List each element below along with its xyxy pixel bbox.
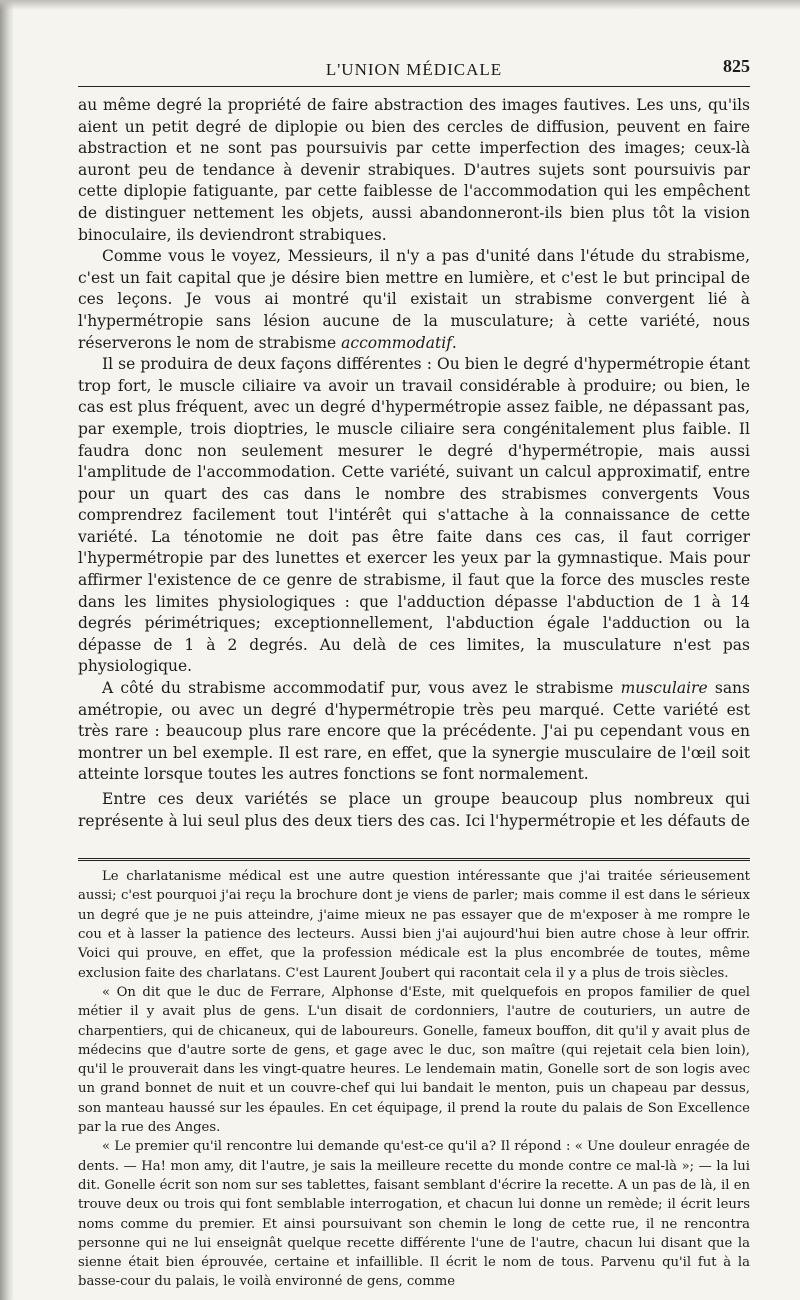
paragraph-2-text: Comme vous le voyez, Messieurs, il n'y a pas d'unité dans l'étude du strabisme, c'est un fait capital que je désire bien mettre en lumière, et c'est le but principal de ces leçons. Je vous ai montré qu'il existait un strabisme convergent lié à l'hypermétropie sans lésion aucune de la musculature; à cette variété, nous réserverons le nom de strabisme bbox=[78, 247, 750, 352]
paragraph-4 bbox=[78, 678, 750, 786]
paragraph-1: au même degré la propriété de faire abstraction des images fautives. Les uns, qu'ils aient un petit degré de diplopie ou bien des cercles de diffusion, peuvent en faire abstraction et ne sont pas poursuivis par cette imperfection des images; ceux-là auront peu de tendance à devenir strabiques. D'autres sujets sont poursuivis par cette diplopie fatiguante, par cette faiblesse de l'accommodation qui les empêchent de distinguer nettement les objets, aussi abandonneront-ils bien plus tôt la vision binoculaire, ils deviendront strabiques. bbox=[78, 96, 750, 244]
running-header bbox=[78, 52, 750, 82]
page-number: 825 bbox=[723, 56, 750, 76]
feuilleton-paragraph-3: « Le premier qu'il rencontre lui demande qu'est-ce qu'il a? Il répond : « Une douleur enragée de dents. — Ha! mon amy, dit l'autre, je sais la meilleure recette du monde contre ce mal-là »; — la lui dit. Gonelle écrit son nom sur ses tablettes, faisant semblant d'écrire la recette. A un pas de là, il en trouve deux ou trois qui font semblable interrogation, et chacun lui donne un remède; il écrit leurs noms comme du premier. Et ainsi poursuivant son chemin le long de cette rue, il ne rencontra personne qui ne lui enseignât quelque recette différente l'une de l'autre, chacun lui disant que la sienne était bien éprouvée, certaine et infaillible. Il écrit le nom de tous. Parvenu qu'il fut à la basse-cour du palais, le voilà environné de gens, comme bbox=[78, 1139, 750, 1290]
main-article-text bbox=[78, 95, 750, 832]
term-musculaire: musculaire bbox=[620, 679, 708, 698]
journal-title: L'UNION MÉDICALE bbox=[325, 60, 503, 79]
term-accommodatif: accommodatif bbox=[341, 333, 452, 352]
paragraph-4-end: sans amétropie, ou avec un degré d'hypermétropie très peu marqué. Cette variété est très rare : beaucoup plus rare encore que la précédente. J'ai pu cependant vous en montrer un bel exemple. Il est rare, en effet, que la synergie musculaire de l'œil soit atteinte lorsque toutes les autres fonctions se font normalement. bbox=[78, 679, 750, 784]
paragraph-4-text: A côté du strabisme accommodatif pur, vous avez le strabisme bbox=[102, 679, 621, 698]
paragraph-2-end: . bbox=[451, 333, 457, 352]
journal-page bbox=[78, 52, 750, 1292]
paragraph-5: Entre ces deux variétés se place un groupe beaucoup plus nombreux qui représente à lui seul plus des deux tiers des cas. Ici l'hypermétropie et les défauts de bbox=[78, 790, 750, 830]
feuilleton-section bbox=[78, 848, 750, 1292]
scan-shadow-left bbox=[0, 0, 14, 1300]
feuilleton-paragraph-2: « On dit que le duc de Ferrare, Alphonse d'Este, mit quelquefois en propos familier de quel métier il y avait plus de gens. L'un disait de cordonniers, l'autre de couturiers, un autre de charpentiers, qui de chicaneux, qui de laboureurs. Gonelle, fameux bouffon, dit qu'il y avait plus de médecins que d'autre sorte de gens, et gage avec le duc, son maître (qui rejetait cela bien loin), qu'il le prouverait dans les vingt-quatre heures. Le lendemain matin, Gonelle sort de son logis avec un grand bonnet de nuit et un couvre-chef qui lui bandait le menton, puis un chapeau par dessus, son manteau haussé sur les épaules. En cet équipage, il prend la route du palais de Son Excellence par la rue des Anges. bbox=[78, 984, 750, 1136]
scan-shadow-top bbox=[0, 0, 800, 10]
header-rule bbox=[78, 86, 750, 87]
feuilleton-rule bbox=[78, 858, 750, 861]
feuilleton-paragraph-1: Le charlatanisme médical est une autre question intéressante que j'ai traitée sérieusement aussi; c'est pourquoi j'ai reçu la brochure dont je viens de parler; mais comme il est dans le sérieux un degré que je ne puis atteindre, j'aime mieux ne pas essayer que de m'exposer à me rompre le cou et à lasser la patience des lecteurs. Aussi bien j'ai aujourd'hui bien autre chose à leur offrir. Voici qui prouve, en effet, que la profession médicale est la plus encombrée de toutes, même exclusion faite des charlatans. C'est Laurent Joubert qui racontait cela il y a plus de trois siècles. bbox=[78, 869, 750, 981]
paragraph-3: Il se produira de deux façons différentes : Ou bien le degré d'hypermétropie étant trop fort, le muscle ciliaire va avoir un travail considérable à produire; ou bien, le cas est plus fréquent, avec un degré d'hypermétropie assez faible, ne dépassant pas, par exemple, trois dioptries, le muscle ciliaire sera congénitalement plus faible. Il faudra donc non seulement mesurer le degré d'hypermétropie, mais aussi l'amplitude de l'accommodation. Cette variété, suivant un calcul approximatif, entre pour un quart des cas dans le nombre des strabismes convergents Vous comprendrez facilement tout l'intérêt qui s'attache à la connaissance de cette variété. La ténotomie ne doit pas être faite dans ces cas, il faut corriger l'hypermétropie par des lunettes et exercer les yeux par la gymnastique. Mais pour affirmer l'existence de ce genre de strabisme, il faut que la force des muscles reste dans les limites physiologiques : que l'adduction dépasse l'abduction de 1 à 14 degrés périmétriques; exceptionnellement, l'abduction égale l'adduction ou la dépasse de 1 à 2 degrés. Au delà de ces limites, la musculature n'est pas physiologique. bbox=[78, 355, 750, 676]
paragraph-2 bbox=[78, 246, 750, 354]
